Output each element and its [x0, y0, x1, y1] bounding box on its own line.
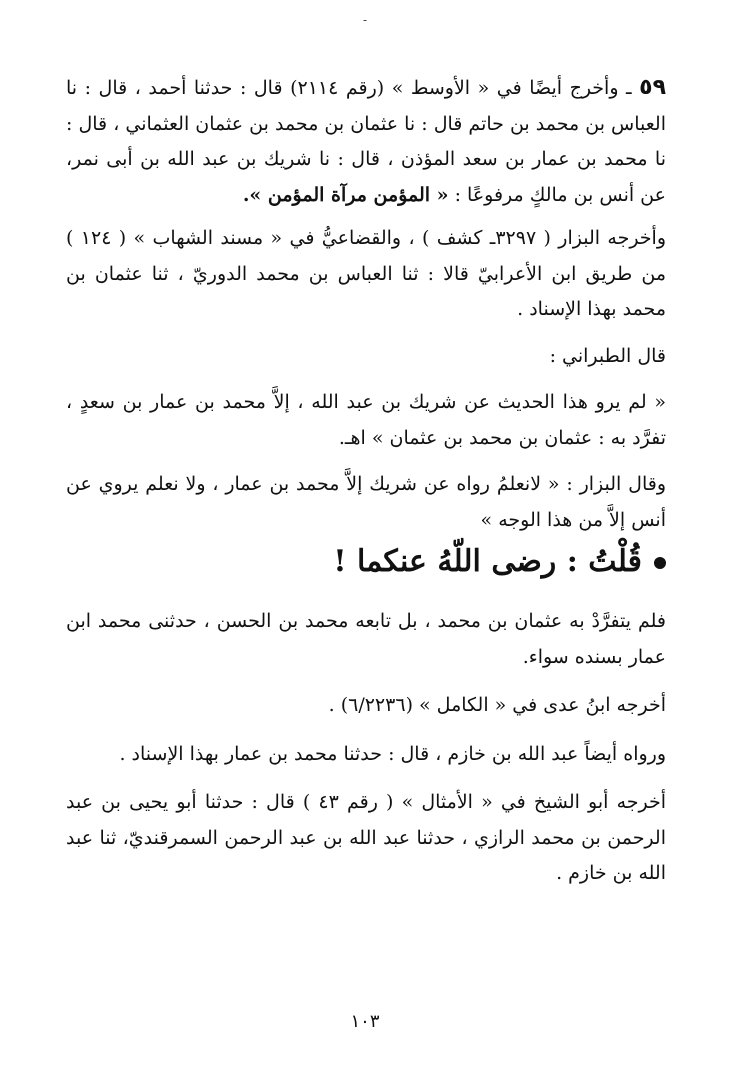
section-heading — [66, 542, 666, 582]
top-mark: - — [362, 13, 368, 27]
page-number: ١٠٣ — [350, 1011, 380, 1032]
isnad-text: ـ وأخرج أيضًا في « الأوسط » (رقم ٢١١٤) قال : حدثنا أحمد ، قال : نا العباس بن محمد بن حاتم قال : نا عثمان بن محمد بن عثمان العثماني ، قال : نا محمد بن عمار بن سعد المؤذن ، قال : نا شريك بن عبد الله بن أبى نمر، عن أنس بن مالكٍ مرفوعًا : — [66, 77, 666, 206]
heading-text: قُلْتُ : رضى اللّهُ عنكما ! — [333, 544, 642, 579]
paragraph-bazzar-quote: وقال البزار : « لانعلمُ رواه عن شريك إلاَّ محمد بن عمار ، ولا نعلم يروي عن أنس إلاَّ من هذا الوجه » — [66, 473, 666, 531]
paragraph-ibn-adi: أخرجه ابنُ عدى في « الكامل » (٦/٢٢٣٦) . — [328, 694, 666, 716]
paragraph-abu-shaykh: أخرجه أبو الشيخ في « الأمثال » ( رقم ٤٣ ) قال : حدثنا أبو يحيى بن عبد الرحمن بن محمد الرازي ، حدثنا عبد الله بن عبد الرحمن السمرقنديّ، ثنا عبد الله بن خازم . — [66, 791, 667, 884]
bullet-icon — [654, 557, 666, 569]
page-content — [66, 70, 666, 892]
entry-number: ٥٩ — [639, 75, 666, 100]
paragraph-tabarani-label: قال الطبراني : — [549, 344, 666, 367]
paragraph-takhrij-bazzar: وأخرجه البزار ( ٣٢٩٧ـ كشف ) ، والقضاعيُّ في « مسند الشهاب » ( ١٢٤ ) من طريق ابن الأعرابيّ قالا : ثنا العباس بن محمد الدوريّ ، ثنا عثمان بن محمد بهذا الإسناد . — [66, 227, 667, 320]
paragraph-hadith-59 — [66, 70, 666, 213]
paragraph-tabarani-quote: « لم يرو هذا الحديث عن شريك بن عبد الله ، إلاَّ محمد بن عمار بن سعدٍ ، تفرَّد به : عثمان بن محمد بن عثمان » اهـ. — [66, 391, 666, 449]
paragraph-mutaba: فلم يتفرَّدْ به عثمان بن محمد ، بل تابعه محمد بن الحسن ، حدثنى محمد ابن عمار بسنده سواء. — [66, 610, 666, 668]
hadith-matn: « المؤمن مرآة المؤمن ». — [242, 183, 449, 206]
paragraph-ibn-khazim: ورواه أيضاً عبد الله بن خازم ، قال : حدثنا محمد بن عمار بهذا الإسناد . — [119, 742, 666, 765]
